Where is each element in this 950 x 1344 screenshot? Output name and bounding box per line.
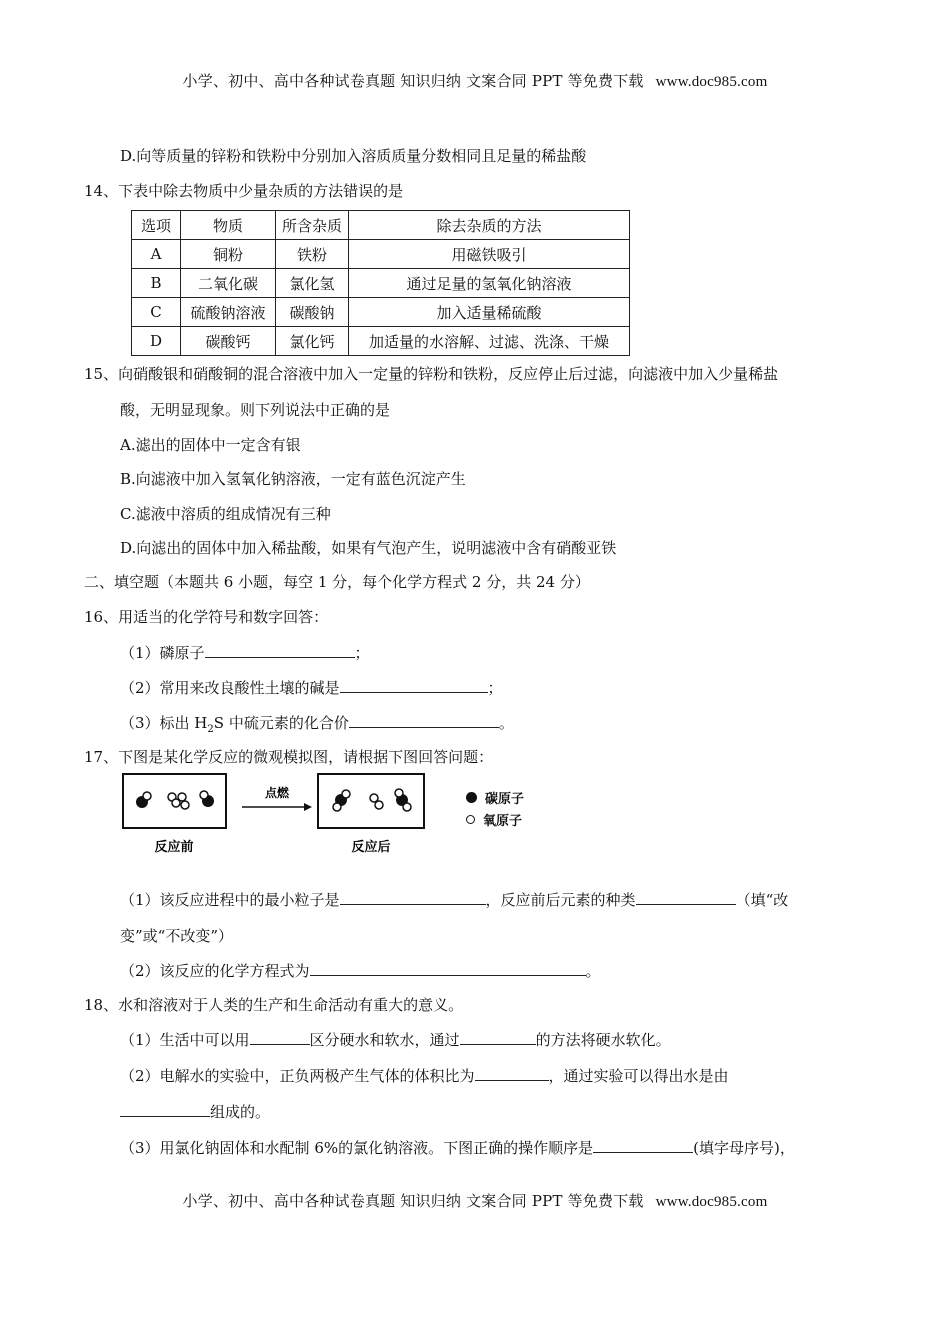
q16-stem: 16、用适当的化学符号和数字回答： [84,608,329,626]
oxygen-atom [342,790,350,798]
q15-stem-line2: 酸，无明显现象。则下列说法中正确的是 [120,401,391,419]
q13-option-d: D.向等质量的锌粉和铁粉中分别加入溶质质量分数相同且足量的稀盐酸 [120,147,587,165]
table-header-cell: 物质 [181,211,276,240]
q18-stem: 18、水和溶液对于人类的生产和生命活动有重大的意义。 [84,996,464,1014]
footer-url[interactable]: www.doc985.com [655,1194,768,1210]
q15-option-d: D.向滤出的固体中加入稀盐酸，如果有气泡产生，说明滤液中含有硝酸亚铁 [120,539,617,557]
header-text: 小学、初中、高中各种试卷真题 知识归纳 文案合同 PPT 等免费下载 [182,72,644,90]
before-label: 反应前 [154,840,194,855]
table-cell: 二氧化碳 [181,269,276,298]
q16-part2 [120,677,503,698]
q16-part3-post: S 中硫元素的化合价 [213,714,349,732]
q18-part1a: （1）生活中可以用 [120,1031,250,1049]
q14-stem: 14、下表中除去物质中少量杂质的方法错误的是 [84,182,404,200]
q18-part2a: （2）电解水的实验中，正负两极产生气体的体积比为 [120,1067,475,1085]
footer-text: 小学、初中、高中各种试卷真题 知识归纳 文案合同 PPT 等免费下载 [182,1192,644,1210]
legend-carbon-label: 碳原子 [485,791,525,807]
answer-blank[interactable] [340,677,488,693]
table-cell: 氯化钙 [276,327,349,356]
table-cell: 铁粉 [276,240,349,269]
answer-blank[interactable] [205,642,355,658]
table-cell: 加入适量稀硫酸 [349,298,630,327]
answer-blank[interactable] [636,889,736,905]
q16-part3-pre: （3）标出 H [120,714,208,732]
oxygen-atom [143,792,151,800]
oxygen-atom [375,801,383,809]
q16-part3-end: 。 [498,714,514,732]
table-cell: D [132,327,181,356]
table-cell: B [132,269,181,298]
answer-blank[interactable] [349,712,499,728]
q16-part1 [120,642,370,663]
arrow-head [304,803,312,811]
q17-part2 [120,960,601,981]
answer-blank[interactable] [120,1101,210,1117]
table-header-cell: 除去杂质的方法 [349,211,630,240]
after-label: 反应后 [351,840,391,855]
q17-part2-text: （2）该反应的化学方程式为 [120,962,310,980]
table-header-row [132,211,630,240]
table-cell: A [132,240,181,269]
q16-part1-text: （1）磷原子 [120,644,205,662]
q17-part1c: （填“改 [735,891,789,909]
q15-option-a: A.滤出的固体中一定含有银 [120,436,301,454]
table-cell: 硫酸钠溶液 [181,298,276,327]
oxygen-dot-icon [466,815,475,824]
q15-option-c: C.滤液中溶质的组成情况有三种 [120,505,331,523]
table-cell: 氯化氢 [276,269,349,298]
q18-part2c: 组成的。 [210,1103,271,1121]
oxygen-atom [200,791,208,799]
oxygen-atom [181,801,189,809]
oxygen-atom [395,789,403,797]
page-footer [0,1190,950,1211]
table-cell: 铜粉 [181,240,276,269]
table-row [132,240,630,269]
q16-part2-end: ； [487,679,503,697]
table-header-cell: 选项 [132,211,181,240]
q16-part1-end: ； [354,644,370,662]
table-cell: 加适量的水溶解、过滤、洗涤、干燥 [349,327,630,356]
q16-part3 [120,712,514,740]
oxygen-atom [178,793,186,801]
answer-blank[interactable] [460,1029,536,1045]
legend-carbon [466,786,524,808]
arrow-label: 点燃 [264,786,290,800]
q15-option-b: B.向滤液中加入氢氧化钠溶液，一定有蓝色沉淀产生 [120,470,466,488]
answer-blank[interactable] [593,1137,693,1153]
table-cell: C [132,298,181,327]
q17-part1b: ，反应前后元素的种类 [485,891,636,909]
q16-part2-text: （2）常用来改良酸性土壤的碱是 [120,679,340,697]
page-header [0,70,950,91]
legend-oxygen [466,808,524,830]
section-2-title: 二、填空题（本题共 6 小题，每空 1 分，每个化学方程式 2 分，共 24 分） [84,573,590,591]
q17-part1 [120,889,788,910]
q17-part1-cont: 变”或“不改变”） [120,927,234,945]
answer-blank[interactable] [475,1065,549,1081]
q18-part3a: （3）用氯化钠固体和水配制 6%的氯化钠溶液。下图正确的操作顺序是 [120,1139,594,1157]
oxygen-atom [403,803,411,811]
q18-part1c: 的方法将硬水软化。 [535,1031,671,1049]
table-cell: 通过足量的氢氧化钠溶液 [349,269,630,298]
answer-blank[interactable] [250,1029,310,1045]
q14-table [131,210,630,356]
subscript: 2 [207,724,214,735]
table-cell: 碳酸钠 [276,298,349,327]
q18-part3 [120,1137,795,1158]
carbon-dot-icon [466,792,477,803]
oxygen-atom [333,803,341,811]
q18-part2-cont [120,1101,270,1122]
q18-part2b: ，通过实验可以得出水是由 [548,1067,729,1085]
table-row [132,269,630,298]
q15-stem-line1: 15、向硝酸银和硝酸铜的混合溶液中加入一定量的锌粉和铁粉，反应停止后过滤，向滤液中加入少量稀盐 [84,365,779,383]
answer-blank[interactable] [340,889,486,905]
q17-part2-end: 。 [585,962,601,980]
legend-oxygen-label: 氧原子 [483,813,523,829]
q17-part1a: （1）该反应进程中的最小粒子是 [120,891,340,909]
table-row [132,298,630,327]
q18-part1 [120,1029,671,1050]
q18-part1b: 区分硬水和软水，通过 [309,1031,460,1049]
table-cell: 用磁铁吸引 [349,240,630,269]
table-cell: 碳酸钙 [181,327,276,356]
table-header-cell: 所含杂质 [276,211,349,240]
table-row [132,327,630,356]
q18-part3b: (填字母序号)， [693,1139,795,1157]
answer-blank[interactable] [310,960,586,976]
q17-stem: 17、下图是某化学反应的微观模拟图，请根据下图回答问题： [84,748,494,766]
diagram-legend [466,786,524,830]
q18-part2 [120,1065,729,1086]
header-url[interactable]: www.doc985.com [655,74,768,90]
